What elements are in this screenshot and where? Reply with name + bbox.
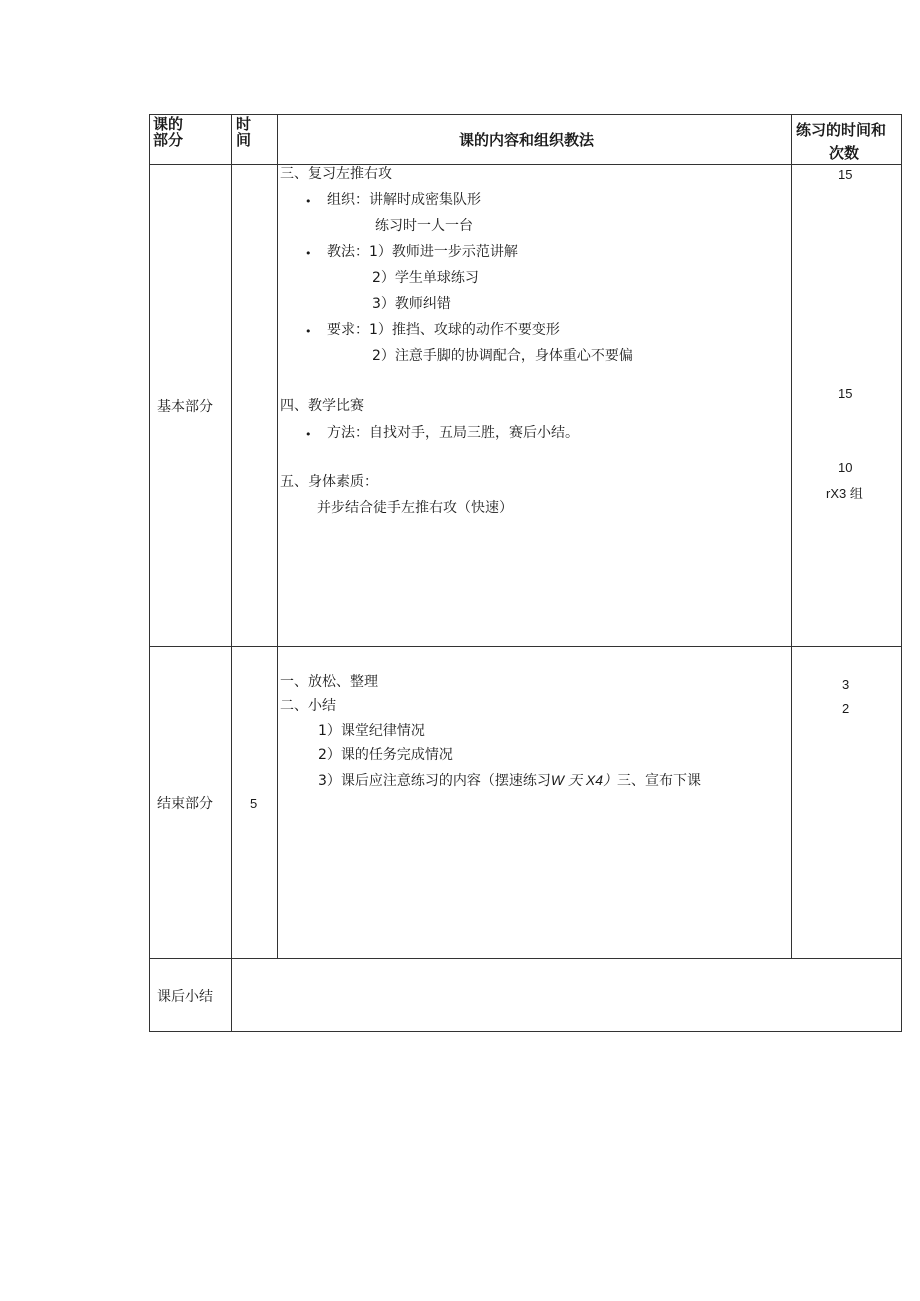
s3-method-line3: 3）教师纠错 bbox=[372, 296, 451, 312]
col-divider-2 bbox=[277, 114, 278, 959]
ending-practice-1: 3 bbox=[842, 677, 850, 692]
ending-item-3-italic: W 天 X4） bbox=[550, 772, 618, 788]
s3-organization-line1: 组织：讲解时成密集队形 bbox=[327, 192, 481, 208]
header-practice-line2: 次数 bbox=[829, 144, 860, 162]
ending-part-label: 结束部分 bbox=[157, 796, 213, 812]
section-5-title: 五、身体素质： bbox=[280, 474, 378, 490]
bullet-icon: • bbox=[305, 325, 312, 338]
header-time-line1: 时 bbox=[236, 115, 252, 133]
header-time-line2: 间 bbox=[236, 131, 252, 149]
header-part-line2: 部分 bbox=[153, 131, 184, 149]
header-bottom-line bbox=[149, 164, 902, 165]
ending-item-3 bbox=[318, 772, 701, 789]
ending-item-1: 1）课堂纪律情况 bbox=[318, 723, 425, 739]
basic-bottom-line bbox=[149, 646, 902, 647]
s3-requirement-line1: 要求：1）推挡、攻球的动作不要变形 bbox=[327, 322, 560, 338]
ending-section-2: 二、小结 bbox=[280, 698, 336, 714]
ending-item-3-text: 3）课后应注意练习的内容（摆速练习 bbox=[318, 773, 551, 789]
ending-time: 5 bbox=[250, 796, 258, 811]
summary-label: 课后小结 bbox=[157, 989, 213, 1005]
col-divider-1 bbox=[231, 114, 232, 1032]
table-border-right bbox=[901, 114, 902, 1032]
header-content: 课的内容和组织教法 bbox=[459, 131, 595, 149]
table-border-left bbox=[149, 114, 150, 1032]
bullet-icon: • bbox=[305, 195, 312, 208]
s3-organization-line2: 练习时一人一台 bbox=[375, 218, 473, 234]
ending-item-3-tail: 三、宣布下课 bbox=[617, 773, 702, 789]
ending-section-1: 一、放松、整理 bbox=[280, 674, 378, 690]
basic-practice-1: 15 bbox=[838, 167, 853, 182]
summary-content-area bbox=[232, 959, 901, 1031]
bullet-icon: • bbox=[305, 247, 312, 260]
bullet-icon: • bbox=[305, 428, 312, 441]
table-border-top bbox=[149, 114, 902, 115]
header-practice-line1: 练习的时间和 bbox=[796, 121, 887, 139]
col-divider-3 bbox=[791, 114, 792, 959]
section-4-title: 四、教学比赛 bbox=[280, 398, 364, 414]
table-border-bottom bbox=[149, 1031, 902, 1032]
section-3-title: 三、复习左推右攻 bbox=[280, 166, 392, 182]
basic-practice-3: 10 bbox=[838, 460, 853, 475]
s3-method-line1: 教法：1）教师进一步示范讲解 bbox=[327, 244, 518, 260]
ending-item-2: 2）课的任务完成情况 bbox=[318, 747, 453, 763]
s3-requirement-line2: 2）注意手脚的协调配合，身体重心不要偏 bbox=[372, 348, 633, 364]
s3-method-line2: 2）学生单球练习 bbox=[372, 270, 479, 286]
basic-practice-4: rX3 组 bbox=[826, 486, 863, 501]
header-part-line1: 课的 bbox=[153, 115, 184, 133]
s5-item: 并步结合徒手左推右攻（快速） bbox=[317, 500, 513, 516]
s4-method: 方法：自找对手，五局三胜，赛后小结。 bbox=[327, 425, 579, 441]
ending-practice-2: 2 bbox=[842, 701, 850, 716]
basic-part-label: 基本部分 bbox=[157, 399, 213, 415]
basic-practice-2: 15 bbox=[838, 386, 853, 401]
